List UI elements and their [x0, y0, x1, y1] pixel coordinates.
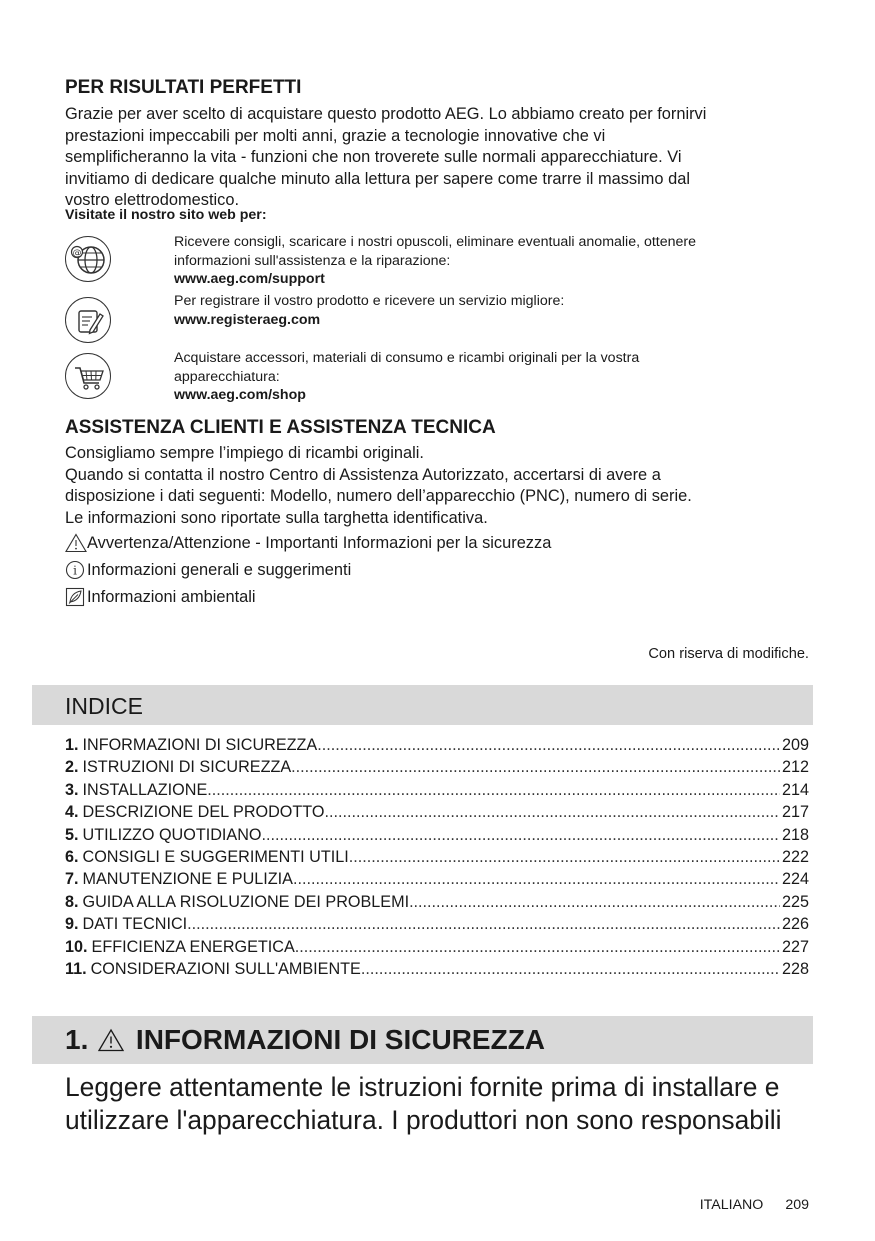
- toc-item[interactable]: 2. ISTRUZIONI DI SICUREZZA ..... 212: [65, 758, 809, 780]
- table-of-contents: [65, 736, 809, 982]
- service-line: Per registrare il vostro prodotto e ricevere un servizio migliore:: [174, 293, 565, 309]
- assistance-heading: ASSISTENZA CLIENTI E ASSISTENZA TECNICA: [65, 417, 496, 438]
- lead-line: utilizzare l'apparecchiatura. I produttori non sono responsabili: [65, 1105, 782, 1135]
- legend-environment-text: Informazioni ambientali: [87, 588, 256, 606]
- legend-info-text: Informazioni generali e suggerimenti: [87, 561, 352, 579]
- shop-service-text: [174, 349, 814, 405]
- section-1-heading: [65, 1024, 545, 1056]
- svg-text:i: i: [73, 563, 77, 578]
- assistance-paragraph: [65, 443, 825, 529]
- footer-language: ITALIANO: [699, 1197, 764, 1213]
- toc-item[interactable]: 9. DATI TECNICI ..... 226: [65, 915, 809, 937]
- intro-line: vostro elettrodomestico.: [65, 191, 239, 210]
- environment-leaf-icon: [65, 587, 87, 607]
- service-line: apparecchiatura:: [174, 368, 280, 385]
- service-line: informazioni sull'assistenza e la riparazione:: [174, 252, 451, 269]
- assistance-line: Le informazioni sono riportate sulla targhetta identificativa.: [65, 508, 488, 527]
- support-service-text: [174, 233, 814, 289]
- toc-item[interactable]: 3. INSTALLAZIONE ..... 214: [65, 781, 809, 803]
- service-line: Ricevere consigli, scaricare i nostri opuscoli, eliminare eventuali anomalie, ottenere: [174, 234, 697, 250]
- section-1-lead: [65, 1071, 825, 1137]
- support-link[interactable]: www.aeg.com/support: [174, 271, 325, 288]
- visit-website-label: Visitate il nostro sito web per:: [65, 207, 267, 223]
- toc-item[interactable]: 10. EFFICIENZA ENERGETICA ..... 227: [65, 938, 809, 960]
- toc-item[interactable]: 11. CONSIDERAZIONI SULL'AMBIENTE ..... 228: [65, 960, 809, 982]
- section-1-title: INFORMAZIONI DI SICUREZZA: [135, 1024, 546, 1055]
- assistance-line: disposizione i dati seguenti: Modello, numero dell’apparecchio (PNC), numero di serie.: [65, 487, 692, 506]
- intro-paragraph: [65, 104, 815, 212]
- toc-item[interactable]: 5. UTILIZZO QUOTIDIANO ..... 218: [65, 826, 809, 848]
- legend-warning: [65, 533, 551, 553]
- reserve-note: Con riserva di modifiche.: [648, 646, 809, 662]
- shop-link[interactable]: www.aeg.com/shop: [174, 387, 306, 404]
- warning-triangle-icon: [65, 533, 87, 553]
- page-footer: [700, 1197, 809, 1213]
- register-note-icon: [65, 297, 111, 343]
- intro-line: semplificheranno la vita - funzioni che non troverete sulle normali apparecchiature. Vi: [65, 148, 682, 167]
- lead-line: Leggere attentamente le istruzioni fornite prima di installare e: [65, 1072, 780, 1102]
- toc-item[interactable]: 8. GUIDA ALLA RISOLUZIONE DEI PROBLEMI ..... 225: [65, 893, 809, 915]
- shopping-cart-icon: [65, 353, 111, 399]
- register-service-text: [174, 292, 814, 329]
- intro-line: invitiamo di dedicare qualche minuto alla lettura per sapere come trarre il massimo dal: [65, 169, 690, 188]
- footer-page-number: 209: [785, 1197, 809, 1213]
- svg-text:@: @: [72, 248, 82, 259]
- legend-environment: [65, 587, 256, 607]
- globe-support-icon: [65, 236, 111, 282]
- intro-line: Grazie per aver scelto di acquistare questo prodotto AEG. Lo abbiamo creato per fornirvi: [65, 105, 707, 123]
- toc-item[interactable]: 1. INFORMAZIONI DI SICUREZZA ..... 209: [65, 736, 809, 758]
- toc-item[interactable]: 4. DESCRIZIONE DEL PRODOTTO ..... 217: [65, 803, 809, 825]
- service-line: Acquistare accessori, materiali di consumo e ricambi originali per la vostra: [174, 350, 640, 366]
- index-title: INDICE: [65, 693, 143, 719]
- section-1-band: [32, 1016, 813, 1064]
- index-band: [32, 685, 813, 725]
- legend-warning-text: Avvertenza/Attenzione - Importanti Informazioni per la sicurezza: [87, 534, 552, 552]
- assistance-line: Quando si contatta il nostro Centro di Assistenza Autorizzato, accertarsi di avere a: [65, 465, 661, 484]
- legend-info: [65, 560, 351, 580]
- assistance-line: Consigliamo sempre l’impiego di ricambi originali.: [65, 444, 424, 462]
- register-link[interactable]: www.registeraeg.com: [174, 311, 321, 328]
- section-1-number: 1.: [65, 1024, 89, 1055]
- warning-triangle-icon: [98, 1028, 124, 1052]
- perfect-results-heading: PER RISULTATI PERFETTI: [65, 77, 302, 98]
- toc-item[interactable]: 7. MANUTENZIONE E PULIZIA ..... 224: [65, 870, 809, 892]
- info-circle-icon: [65, 560, 87, 580]
- toc-item[interactable]: 6. CONSIGLI E SUGGERIMENTI UTILI ..... 222: [65, 848, 809, 870]
- intro-line: prestazioni impeccabili per molti anni, grazie a tecnologie innovative che vi: [65, 126, 606, 145]
